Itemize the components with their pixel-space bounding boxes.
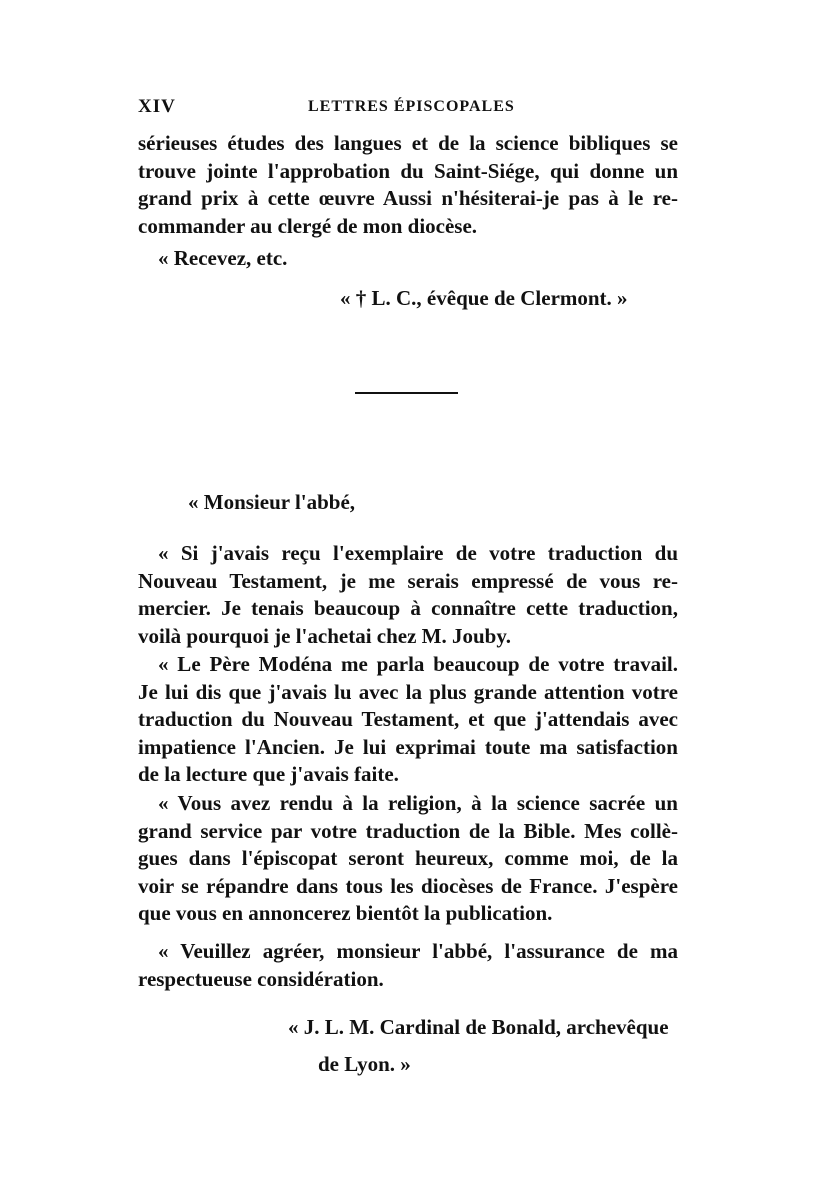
- closing-formula: « Recevez, etc.: [158, 246, 288, 270]
- text-line: « Vous avez rendu à la religion, à la science sacrée un: [158, 791, 678, 815]
- text-line: Je lui dis que j'avais lu avec la plus grande attention votre: [138, 679, 678, 704]
- letter1-body: [138, 130, 678, 240]
- text-line: que vous en annoncerez bientôt la publication.: [138, 901, 553, 926]
- text-line: grand prix à cette œuvre Aussi n'hésiterai-je pas à le re-: [138, 186, 678, 211]
- text-line: gues dans l'épiscopat seront heureux, comme moi, de la: [138, 846, 678, 871]
- text-line: mercier. Je tenais beaucoup à connaître cette traduction,: [138, 596, 678, 621]
- text-line: impatience l'Ancien. Je lui exprimai toute ma satisfaction: [138, 734, 678, 759]
- page-number: XIV: [138, 96, 176, 117]
- letter2-signature: « J. L. M. Cardinal de Bonald, archevêque: [288, 1015, 669, 1039]
- text-line: grand service par votre traduction de la Bible. Mes collè-: [138, 818, 678, 843]
- letter2-paragraph-1: [138, 540, 678, 650]
- text-line: Nouveau Testament, je me serais empressé de vous re-: [138, 568, 678, 593]
- text-line: voir se répandre dans tous les diocèses de France. J'espère: [138, 873, 678, 898]
- letter2-salutation: « Monsieur l'abbé,: [188, 490, 356, 514]
- letter2-paragraph-3: [138, 790, 678, 928]
- letter1-closing: [138, 245, 678, 273]
- text-line: trouve jointe l'approbation du Saint-Siége, qui donne un: [138, 158, 678, 183]
- text-line: de la lecture que j'avais faite.: [138, 762, 399, 787]
- text-line: traduction du Nouveau Testament, et que j'attendais avec: [138, 707, 678, 732]
- section-divider: [355, 392, 458, 394]
- text-line: « Si j'avais reçu l'exemplaire de votre traduction du: [158, 541, 678, 565]
- text-line: respectueuse considération.: [138, 966, 384, 991]
- letter2-paragraph-4: [138, 938, 678, 993]
- running-title: LETTRES ÉPISCOPALES: [308, 98, 515, 115]
- text-line: « Veuillez agréer, monsieur l'abbé, l'assurance de ma: [158, 939, 678, 963]
- letter2-signature-continued: de Lyon. »: [318, 1052, 411, 1076]
- page-header: [138, 96, 678, 126]
- text-line: sérieuses études des langues et de la science bibliques se: [138, 131, 678, 155]
- text-line: voilà pourquoi je l'achetai chez M. Jouby.: [138, 623, 511, 648]
- letter1-signature: « † L. C., évêque de Clermont. »: [340, 286, 628, 310]
- text-line: commander au clergé de mon diocèse.: [138, 213, 478, 238]
- text-line: « Le Père Modéna me parla beaucoup de votre travail.: [158, 652, 678, 676]
- letter2-paragraph-2: [138, 651, 678, 789]
